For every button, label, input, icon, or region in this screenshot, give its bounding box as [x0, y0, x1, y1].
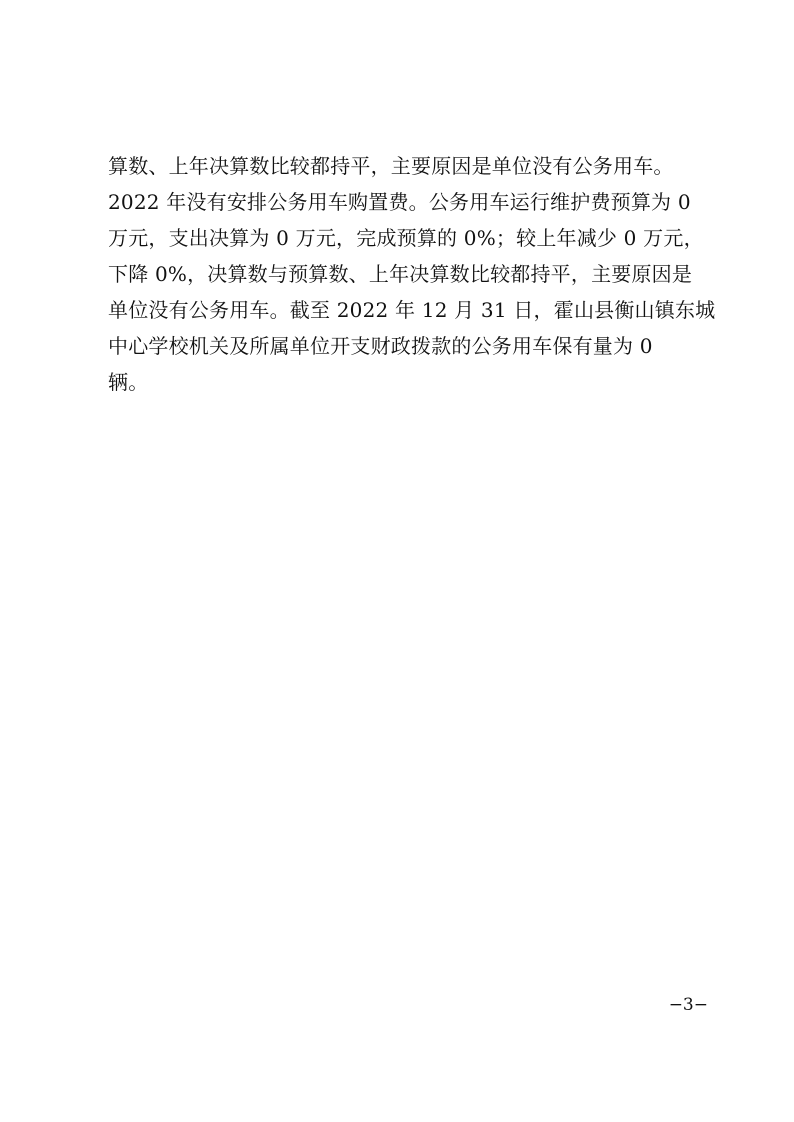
text-line: 算数、上年决算数比较都持平，主要原因是单位没有公务用车。	[108, 154, 674, 178]
text-line: 单位没有公务用车。截至 2022 年 12 月 31 日，霍山县衡山镇东城	[108, 298, 716, 322]
text-line: 2022 年没有安排公务用车购置费。公务用车运行维护费预算为 0	[108, 190, 691, 214]
body-paragraph	[108, 148, 716, 400]
text-line: 辆。	[108, 370, 149, 394]
text-line: 下降 0%，决算数与预算数、上年决算数比较都持平，主要原因是	[108, 262, 693, 286]
page-number: −3−	[668, 995, 708, 1015]
text-line: 万元，支出决算为 0 万元，完成预算的 0%；较上年减少 0 万元，	[108, 226, 704, 250]
text-line: 中心学校机关及所属单位开支财政拨款的公务用车保有量为 0	[108, 334, 653, 358]
